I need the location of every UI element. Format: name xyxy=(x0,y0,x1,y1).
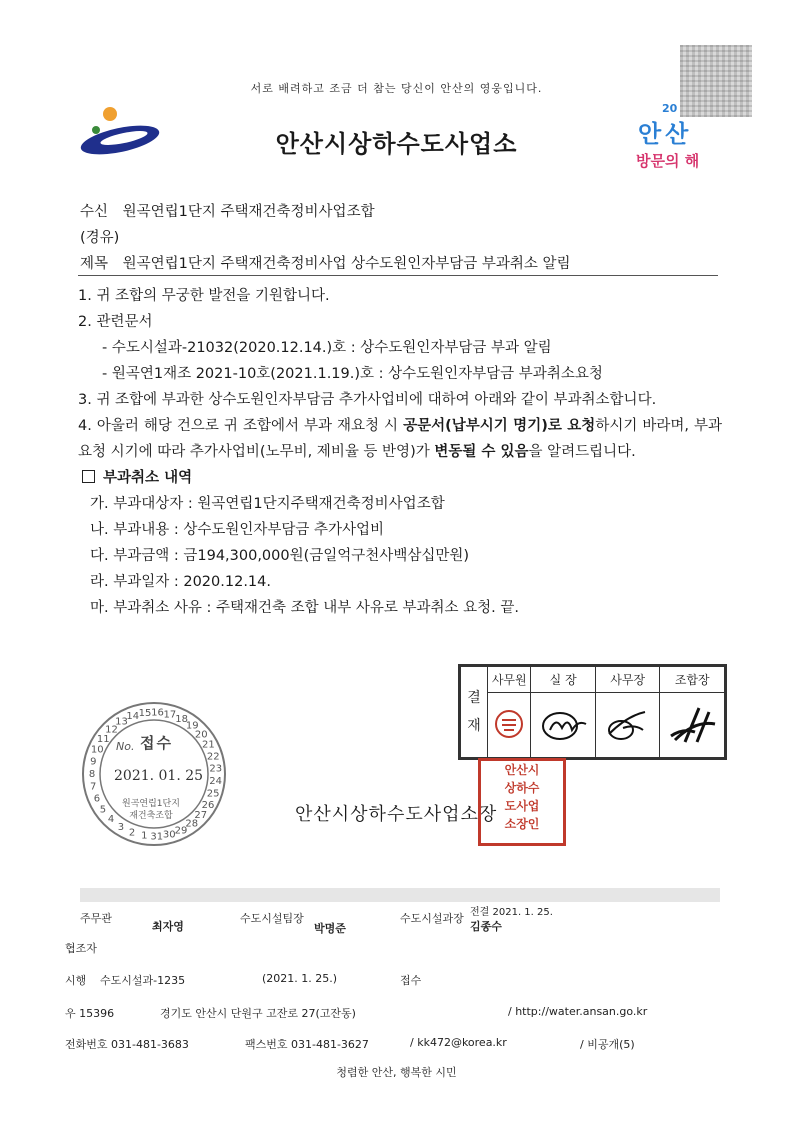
receipt-stamp xyxy=(80,700,228,848)
footer-bar xyxy=(80,888,720,902)
signature-union-head xyxy=(660,693,725,758)
dial-number: 8 xyxy=(88,769,96,781)
dial-number: 3 xyxy=(117,821,125,833)
dial-number: 5 xyxy=(99,804,107,816)
dial-number: 30 xyxy=(162,829,176,841)
related-doc-1: - 수도시설과-21032(2020.12.14.)호 : 상수도원인자부담금 부과 알림 xyxy=(102,340,552,356)
p4-emphasis-1: 공문서(납부시기 명기)로 요청 xyxy=(403,418,596,434)
subject-line xyxy=(80,252,571,273)
approver-name: 김종수 xyxy=(470,920,502,933)
detail-item: 나. 부과내용 : 상수도원인자부담금 추가사업비 xyxy=(90,522,385,538)
campaign-slogan: 방문의 해 xyxy=(636,152,700,170)
p4-part-c: 하시기 바라며, 부과요청 시기에 따라 추가사업비(노무비, 제비율 등 반영)가 xyxy=(78,418,722,460)
p4-part-a: 4. 아울러 해당 건으로 귀 조합에서 부과 재요청 시 xyxy=(78,418,404,434)
dial-number: 16 xyxy=(151,707,164,719)
enforce-label: 시행 xyxy=(65,974,87,987)
dial-number: 19 xyxy=(185,720,199,732)
dial-number: 13 xyxy=(115,716,128,728)
dial-number: 1 xyxy=(141,830,148,842)
body xyxy=(78,283,722,621)
signature-icon xyxy=(665,702,719,746)
via-label: (경유) xyxy=(80,230,120,246)
role-manager: 실 장 xyxy=(531,667,596,693)
role-office-head: 사무장 xyxy=(595,667,660,693)
receipt-date: 2021. 01. 25 xyxy=(114,768,204,784)
dial-number: 20 xyxy=(194,729,208,741)
dial-number: 10 xyxy=(90,744,104,756)
detail-item: 마. 부과취소 사유 : 주택재건축 조합 내부 사유로 부과취소 요청. 끝. xyxy=(90,600,519,616)
dial-number: 29 xyxy=(174,825,188,837)
recipient: 원곡연립1단지 주택재건축정비사업조합 xyxy=(122,204,375,220)
sender-name: 안산시상하수도사업소장 xyxy=(295,804,498,825)
paragraph-4 xyxy=(78,413,722,465)
receipt-org: 원곡연립1단지 재건축조합 xyxy=(122,799,180,821)
motto: 서로 배려하고 조금 더 참는 당신이 안산의 영웅입니다. xyxy=(250,82,543,95)
postal-code: 우 15396 xyxy=(65,1007,115,1020)
detail-item: 다. 부과금액 : 금194,300,000원(금일억구천사백삼십만원) xyxy=(90,548,470,564)
dial-number: 9 xyxy=(90,756,97,768)
divider xyxy=(78,275,718,276)
paragraph-2: 2. 관련문서 xyxy=(78,314,153,330)
role-union-head: 조합장 xyxy=(660,667,725,693)
fax-number: 팩스번호 031-481-3627 xyxy=(245,1038,369,1051)
reviewer-name: 박명준 xyxy=(314,922,346,935)
dial-number: 18 xyxy=(175,714,188,725)
detail-item: 가. 부과대상자 : 원곡연립1단지주택재건축정비사업조합 xyxy=(90,496,445,512)
approved-date: 전결 2021. 1. 25. xyxy=(470,907,553,918)
dial-number: 28 xyxy=(185,818,199,830)
email-link[interactable]: / kk472@korea.kr xyxy=(410,1036,507,1049)
signature-manager xyxy=(531,693,596,758)
checkbox-icon xyxy=(82,470,95,483)
recipient-line xyxy=(80,200,375,221)
signature-office-head xyxy=(595,693,660,758)
receipt-stamp-label: 접수 xyxy=(140,734,173,752)
receive-label: 접수 xyxy=(400,974,422,987)
dial-number: 21 xyxy=(202,739,215,751)
dial-number: 4 xyxy=(107,814,115,826)
subject-label: 제목 xyxy=(80,256,109,272)
disclosure: / 비공개(5) xyxy=(580,1038,635,1051)
campaign-year: 20 xyxy=(662,102,678,115)
dial-number: 2 xyxy=(128,827,136,839)
paragraph-3: 3. 귀 조합에 부과한 상수도원인자부담금 추가사업비에 대하여 아래와 같이 부과취소합니다. xyxy=(78,392,657,408)
cooperator-label: 협조자 xyxy=(65,942,97,955)
role-clerk: 사무원 xyxy=(488,667,531,693)
signature-icon xyxy=(601,704,655,744)
p4-part-e: 을 알려드립니다. xyxy=(528,444,636,460)
office-address: 경기도 안산시 단원구 고잔로 27(고잔동) xyxy=(160,1007,356,1020)
official-seal: 안산시 상하수 도사업 소장인 xyxy=(478,758,566,846)
section-title-text: 부과취소 내역 xyxy=(103,470,193,486)
detail-item: 라. 부과일자 : 2020.12.14. xyxy=(90,574,271,590)
dial-number: 6 xyxy=(93,793,101,805)
dial-number: 25 xyxy=(206,788,220,800)
enforce-date: (2021. 1. 25.) xyxy=(262,972,338,985)
approver-label: 수도시설과장 xyxy=(400,912,464,925)
receipt-no-label: No. xyxy=(116,740,135,753)
dial-number: 14 xyxy=(126,711,140,723)
paragraph-1: 1. 귀 조합의 무궁한 발전을 기원합니다. xyxy=(78,288,330,304)
drafter-name: 최자영 xyxy=(152,920,184,933)
related-doc-2: - 원곡연1재조 2021-10호(2021.1.19.)호 : 상수도원인자부담금 부과취소요청 xyxy=(102,366,603,382)
approval-table xyxy=(458,664,727,760)
org-title: 안산시상하수도사업소 xyxy=(275,130,518,158)
dial-number: 12 xyxy=(105,724,118,736)
dial-number: 11 xyxy=(96,733,110,745)
dial-number: 27 xyxy=(194,810,208,822)
campaign-city: 안산 xyxy=(638,120,693,148)
signature-clerk xyxy=(488,693,531,758)
dial-number: 15 xyxy=(138,708,152,720)
phone-number: 전화번호 031-481-3683 xyxy=(65,1038,189,1051)
p4-emphasis-2: 변동될 수 있음 xyxy=(434,444,529,460)
website-link[interactable]: / http://water.ansan.go.kr xyxy=(508,1005,648,1018)
section-title xyxy=(78,465,722,491)
footer-slogan: 청렴한 안산, 행복한 시민 xyxy=(336,1066,457,1079)
dial-number: 24 xyxy=(209,776,222,788)
dial-number: 31 xyxy=(150,831,164,843)
signature-icon xyxy=(536,704,590,744)
drafter-label: 주무관 xyxy=(80,912,112,925)
approval-side-label: 결 재 xyxy=(461,667,488,758)
subject: 원곡연립1단지 주택재건축정비사업 상수도원인자부담금 부과취소 알림 xyxy=(122,256,571,272)
reviewer-label: 수도시설팀장 xyxy=(240,912,304,925)
campaign-logo xyxy=(628,102,720,182)
dial-number: 7 xyxy=(90,781,97,793)
enforce-number: 수도시설과-1235 xyxy=(100,974,186,987)
dial-number: 22 xyxy=(206,751,220,763)
recipient-label: 수신 xyxy=(80,204,109,220)
dial-number: 23 xyxy=(209,763,223,775)
dial-number: 26 xyxy=(201,799,215,811)
dial-number: 17 xyxy=(163,709,177,721)
red-seal-icon xyxy=(491,706,527,742)
